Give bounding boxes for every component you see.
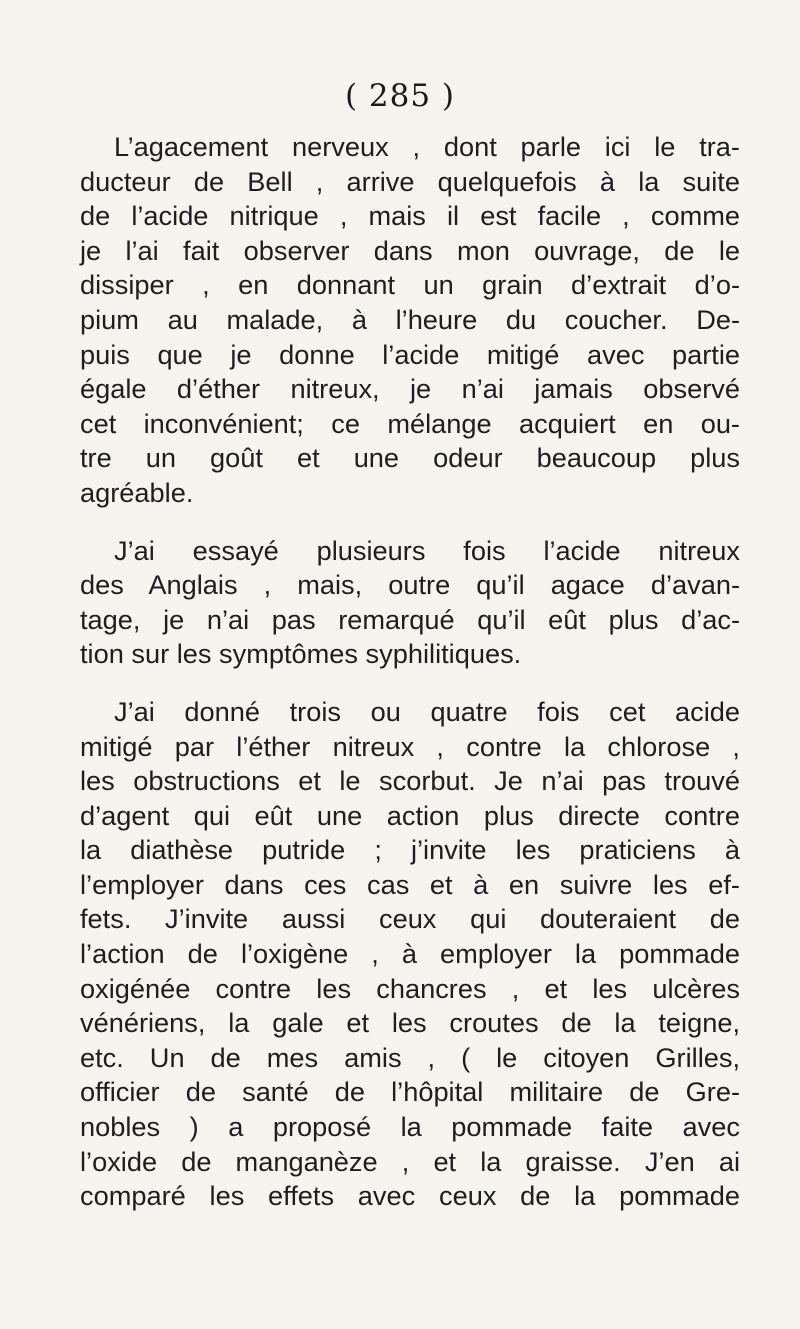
text-line: cet inconvénient; ce mélange acquiert en ou-	[80, 407, 740, 439]
text-line: l’action de l’oxigène , à employer la pommade	[80, 938, 740, 970]
page-number: ( 285 )	[344, 78, 456, 114]
text-line: officier de santé de l’hôpital militaire de Gre-	[80, 1076, 740, 1108]
text-line: etc. Un de mes amis , ( le citoyen Grilles,	[80, 1041, 740, 1073]
text-line: l’oxide de manganèze , et la graisse. J’en ai	[80, 1145, 740, 1177]
text-line: puis que je donne l’acide mitigé avec partie	[80, 338, 740, 370]
text-line: comparé les effets avec ceux de la pommade	[80, 1180, 740, 1212]
text-line: les obstructions et le scorbut. Je n’ai pas trouvé	[80, 765, 740, 797]
text-line: je l’ai fait observer dans mon ouvrage, de le	[80, 234, 740, 266]
text-line: égale d’éther nitreux, je n’ai jamais observé	[80, 373, 740, 405]
text-line: oxigénée contre les chancres , et les ulcères	[80, 972, 740, 1004]
text-line: nobles ) a proposé la pommade faite avec	[80, 1111, 740, 1143]
text-line: ducteur de Bell , arrive quelquefois à la suite	[80, 165, 740, 197]
text-line: d’agent qui eût une action plus directe contre	[80, 799, 740, 831]
paragraph-1	[80, 130, 740, 511]
text-line: dissiper , en donnant un grain d’extrait d’o-	[80, 269, 740, 301]
text-line: tion sur les symptômes syphilitiques.	[80, 638, 522, 670]
text-line: tage, je n’ai pas remarqué qu’il eût plus d’ac-	[80, 603, 740, 635]
body-text	[80, 130, 740, 1237]
text-line: des Anglais , mais, outre qu’il agace d’avan-	[80, 569, 740, 601]
text-line: fets. J’invite aussi ceux qui douteraient de	[80, 903, 740, 935]
text-line: pium au malade, à l’heure du coucher. De-	[80, 303, 740, 335]
text-line: mitigé par l’éther nitreux , contre la chlorose ,	[80, 730, 740, 762]
paragraph-2	[80, 534, 740, 672]
text-line: l’employer dans ces cas et à en suivre les ef-	[80, 868, 740, 900]
text-line: tre un goût et une odeur beaucoup plus	[80, 442, 740, 474]
text-line: agréable.	[80, 476, 194, 508]
text-line: de l’acide nitrique , mais il est facile , comme	[80, 200, 740, 232]
text-line: J’ai donné trois ou quatre fois cet acide	[114, 695, 740, 727]
text-line: L’agacement nerveux , dont parle ici le tra-	[114, 131, 740, 162]
text-line: la diathèse putride ; j’invite les praticiens à	[80, 834, 740, 866]
text-line: vénériens, la gale et les croutes de la teigne,	[80, 1007, 740, 1039]
text-line: J’ai essayé plusieurs fois l’acide nitreux	[114, 534, 740, 566]
paragraph-3	[80, 695, 740, 1214]
